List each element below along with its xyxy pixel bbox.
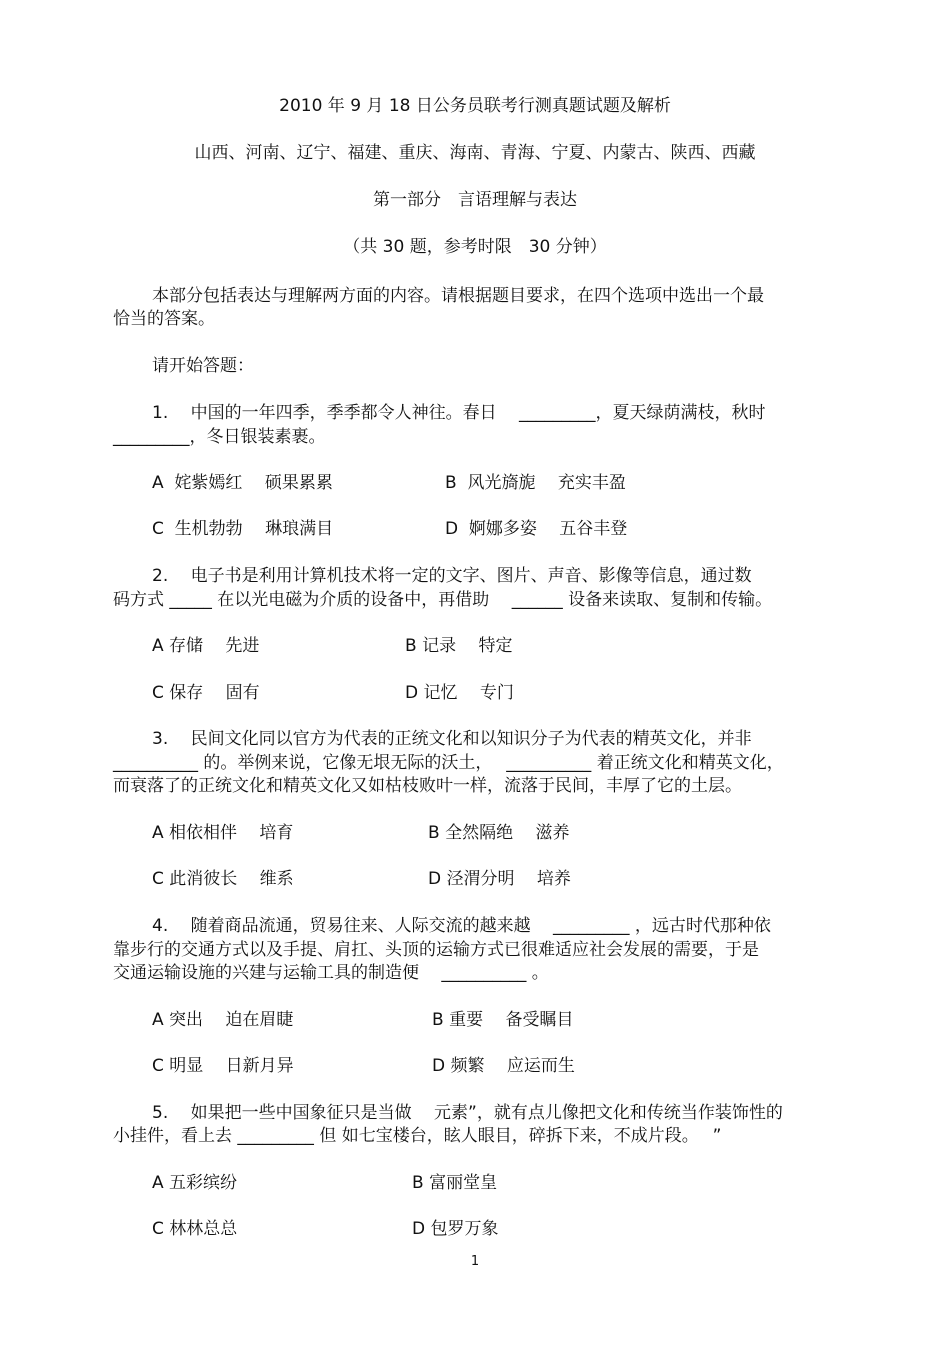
question-5-option-b: B 富丽堂皇 bbox=[412, 1173, 498, 1193]
question-1-option-a: A 姹紫嫣红 硕果累累 bbox=[152, 473, 333, 493]
document-title: 2010 年 9 月 18 日公务员联考行测真题试题及解析 bbox=[279, 96, 671, 116]
question-5-option-c: C 林林总总 bbox=[152, 1219, 238, 1239]
question-2-option-d: D 记忆 专门 bbox=[405, 683, 514, 703]
question-4-option-a: A 突出 迫在眉睫 bbox=[152, 1010, 294, 1030]
question-2-line-1: 2. 电子书是利用计算机技术将一定的文字、图片、声音、影像等信息，通过数 bbox=[152, 566, 752, 586]
question-4-line-2: 靠步行的交通方式以及手提、肩扛、头顶的运输方式已很难适应社会发展的需要，于是 bbox=[113, 940, 759, 960]
question-1-line-1: 1. 中国的一年四季，季季都令人神往。春日 _________，夏天绿荫满枝，秋时 bbox=[152, 403, 766, 423]
question-3-line-1: 3. 民间文化同以官方为代表的正统文化和以知识分子为代表的精英文化，并非 bbox=[152, 729, 752, 749]
page-number: 1 bbox=[470, 1254, 480, 1269]
question-2-line-2: 码方式 _____ 在以光电磁为介质的设备中，再借助 ______ 设备来读取、复制和传输。 bbox=[113, 590, 773, 610]
regions-line: 山西、河南、辽宁、福建、重庆、海南、青海、宁夏、内蒙古、陕西、西藏 bbox=[194, 143, 756, 163]
question-2-option-a: A 存储 先进 bbox=[152, 636, 260, 656]
question-4-option-c: C 明显 日新月异 bbox=[152, 1056, 294, 1076]
question-3-option-d: D 泾渭分明 培养 bbox=[428, 869, 571, 889]
question-2-option-c: C 保存 固有 bbox=[152, 683, 260, 703]
question-5-line-2: 小挂件，看上去 _________ 但 如七宝楼台，眩人眼目，碎拆下来，不成片段。 ” bbox=[113, 1126, 722, 1146]
question-3-option-a: A 相依相伴 培育 bbox=[152, 823, 294, 843]
part-info: （共 30 题，参考时限 30 分钟） bbox=[343, 237, 607, 257]
question-1-option-b: B 风光旖旎 充实丰盈 bbox=[445, 473, 626, 493]
question-1-option-d: D 婀娜多姿 五谷丰登 bbox=[445, 519, 628, 539]
question-5-line-1: 5. 如果把一些中国象征只是当做 元素”，就有点儿像把文化和传统当作装饰性的 bbox=[152, 1103, 783, 1123]
question-3-option-c: C 此消彼长 维系 bbox=[152, 869, 294, 889]
part-title: 第一部分 言语理解与表达 bbox=[373, 190, 577, 210]
question-4-line-3: 交通运输设施的兴建与运输工具的制造便 __________ 。 bbox=[113, 963, 549, 983]
question-1-line-2: _________，冬日银装素裹。 bbox=[113, 427, 326, 447]
question-3-line-3: 而衰落了的正统文化和精英文化又如枯枝败叶一样，流落于民间，丰厚了它的土层。 bbox=[113, 776, 742, 796]
question-2-option-b: B 记录 特定 bbox=[405, 636, 513, 656]
question-4-option-b: B 重要 备受瞩目 bbox=[432, 1010, 574, 1030]
question-5-option-a: A 五彩缤纷 bbox=[152, 1173, 238, 1193]
question-4-option-d: D 频繁 应运而生 bbox=[432, 1056, 575, 1076]
question-1-option-c: C 生机勃勃 琳琅满目 bbox=[152, 519, 334, 539]
intro-line-2: 恰当的答案。 bbox=[113, 309, 215, 329]
question-5-option-d: D 包罗万象 bbox=[412, 1219, 499, 1239]
intro-line-1: 本部分包括表达与理解两方面的内容。请根据题目要求，在四个选项中选出一个最 bbox=[152, 286, 764, 306]
question-3-line-2: __________ 的。举例来说，它像无垠无际的沃土， __________ 着正统文化和精英文化， bbox=[113, 753, 784, 773]
question-3-option-b: B 全然隔绝 滋养 bbox=[428, 823, 570, 843]
start-instruction: 请开始答题： bbox=[152, 356, 254, 376]
question-4-line-1: 4. 随着商品流通，贸易往来、人际交流的越来越 _________ ，远古时代那种依 bbox=[152, 916, 771, 936]
